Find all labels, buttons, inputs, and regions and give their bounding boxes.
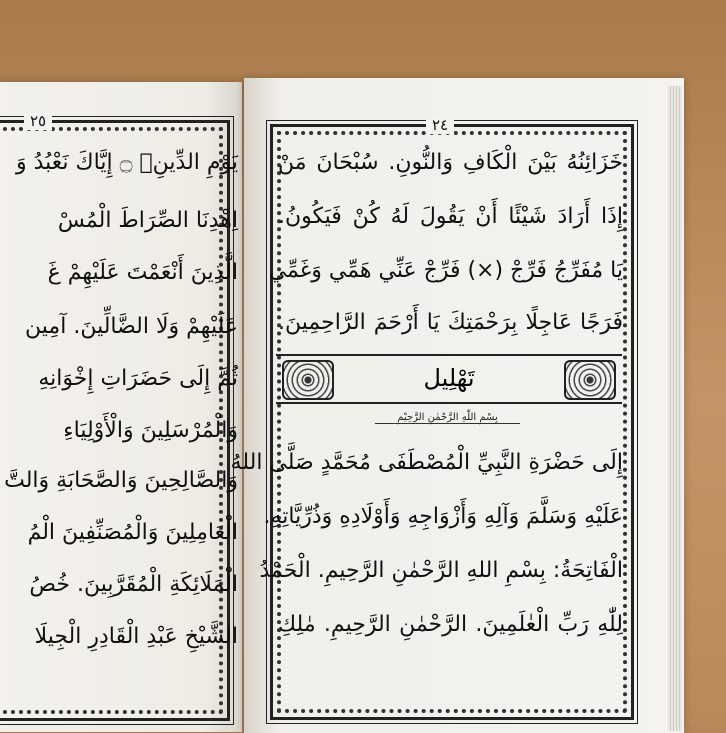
right-line: خَزَائِنُهُ بَيْنَ الْكَافِ وَالنُّونِ. سُبْحَانَ مَنْ: [278, 150, 623, 175]
page-stack-edge: [668, 86, 682, 731]
right-line: لِلّٰهِ رَبِّ الْعٰلَمِينَ. الرَّحْمٰنِ الرَّحِيمِ. مٰلِكِ: [278, 612, 623, 637]
right-line: يَا مُفَرِّجُ فَرِّجْ (×) فَرِّجْ عَنِّي هَمِّي وَغَمِّي: [268, 258, 623, 283]
left-line: الْمَلَائِكَةِ الْمُقَرَّبِينَ. خُصُ: [29, 572, 238, 597]
section-heading: [276, 354, 622, 404]
left-line: اِهْدِنَا الصِّرَاطَ الْمُسْ: [57, 208, 238, 233]
left-line: ثُمَّ إِلَى حَضَرَاتِ إِخْوَانِهِ: [38, 366, 238, 391]
heading-text: تَهْلِيل: [423, 364, 475, 392]
left-line: الْعَامِلِينَ وَالْمُصَنِّفِينَ الْمُ: [27, 520, 238, 545]
right-line: فَرَجًا عَاجِلًا بِرَحْمَتِكَ يَا أَرْحَمَ الرَّاحِمِينَ.: [278, 310, 623, 335]
basmala: بِسْمِ اللّٰهِ الرَّحْمٰنِ الرَّحِيْمِ: [375, 412, 520, 424]
right-line: الْفَاتِحَةُ: بِسْمِ اللهِ الرَّحْمٰنِ الرَّحِيمِ. الْحَمْدُ: [259, 558, 623, 583]
right-line: إِذَا أَرَادَ شَيْئًا أَنْ يَقُولَ لَهُ كُنْ فَيَكُونُ.: [278, 204, 623, 229]
right-line: عَلَيْهِ وَسَلَّمَ وَآلِهِ وَأَزْوَاجِهِ وَأَوْلَادِهِ وَذُرِّيَّاتِهِ.: [263, 504, 623, 529]
right-line: إِلَى حَضْرَةِ النَّبِيِّ الْمُصْطَفَى مُحَمَّدٍ صَلَّى اللهُ: [230, 450, 623, 475]
left-line: وَالصَّالِحِينَ وَالصَّحَابَةِ وَالتَّ: [4, 468, 238, 493]
left-line: عَلَيْهِمْ وَلَا الضَّالِّينَ. آمِين: [25, 314, 238, 339]
left-page-number: ٢٥: [24, 112, 52, 130]
left-line: الَّذِينَ أَنْعَمْتَ عَلَيْهِمْ غَ: [47, 260, 238, 285]
left-line: يَوْمِ الدِّينِۗ ۝ إِيَّاكَ نَعْبُدُ وَ: [15, 150, 238, 175]
left-line: وَالْمُرْسَلِينَ وَالْأَوْلِيَاءِ: [63, 418, 238, 443]
ornament-icon: [564, 360, 616, 400]
right-page-number: ٢٤: [426, 116, 454, 134]
left-line: الشَّيْخِ عَبْدِ الْقَادِرِ الْجِيلَا: [34, 624, 238, 649]
